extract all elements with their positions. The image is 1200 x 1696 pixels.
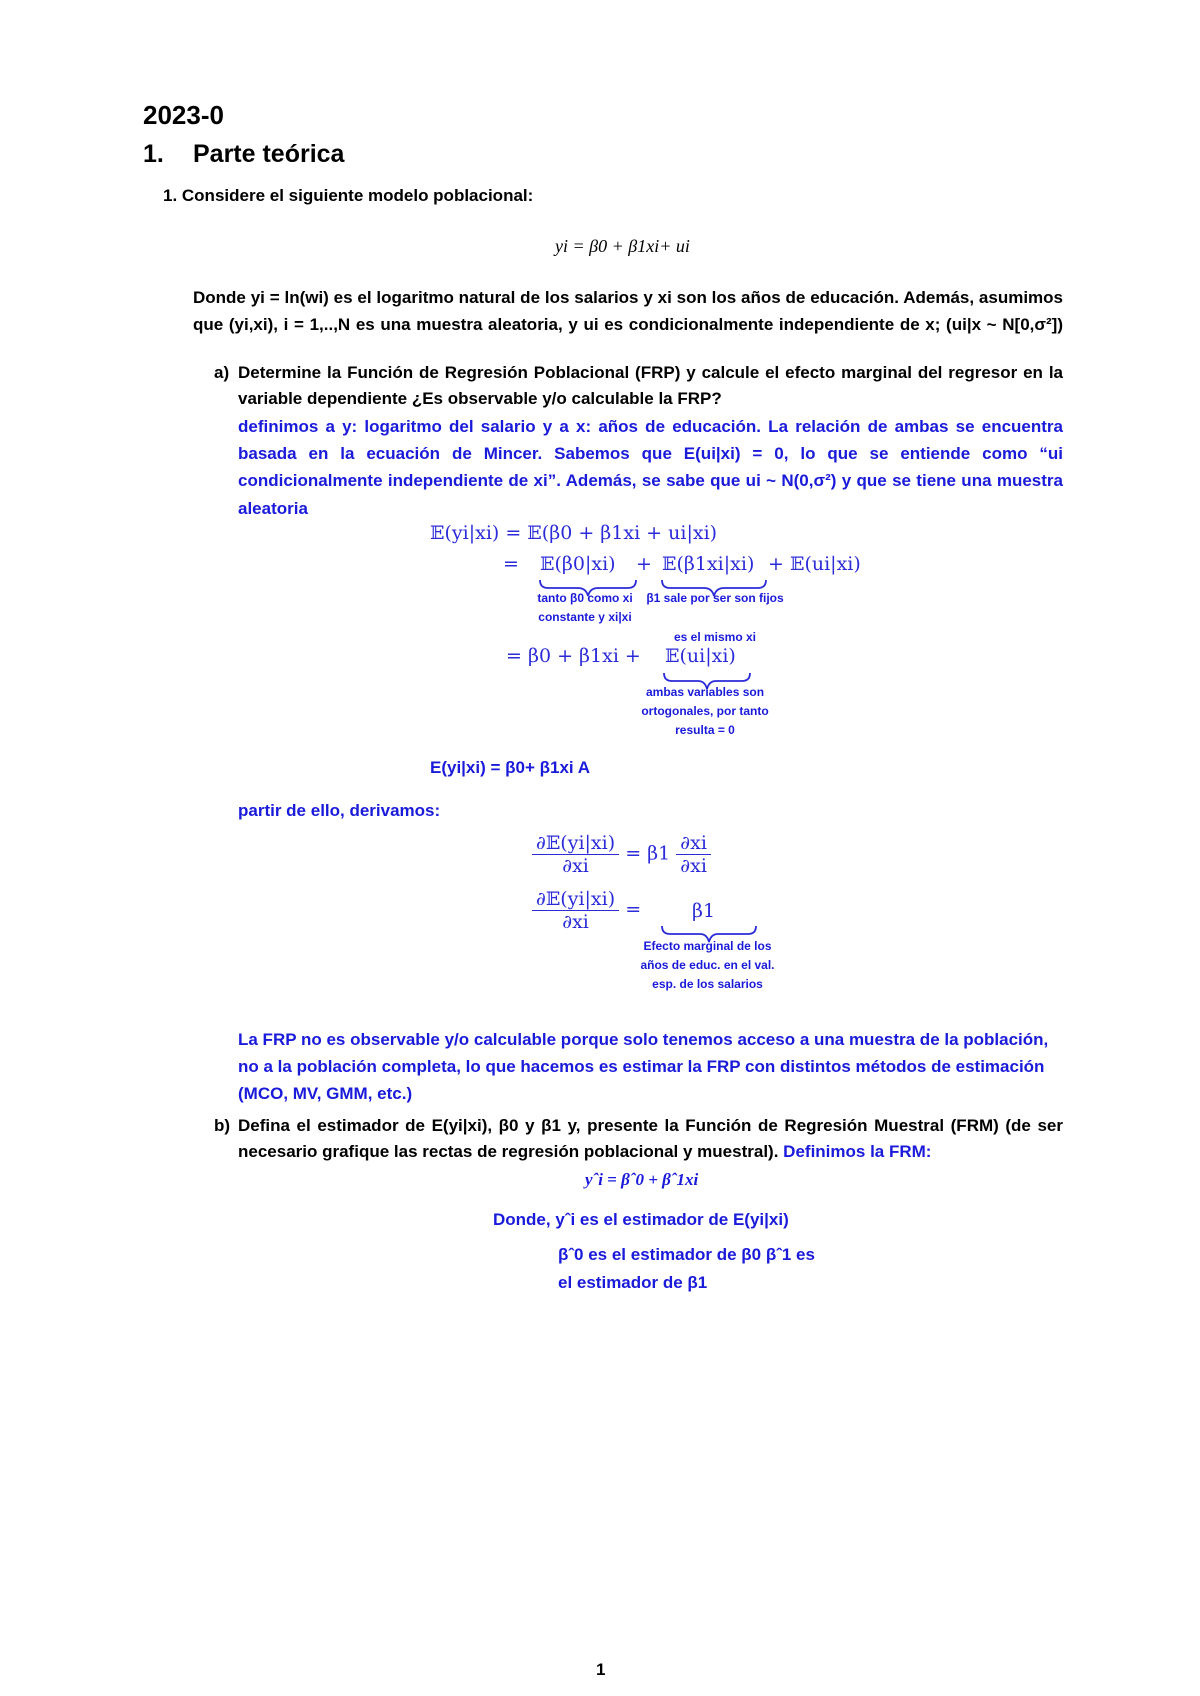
equals-sign: =	[503, 553, 519, 575]
donde-line-2: que (yi,xi), i = 1,..,N es una muestra aleatoria, y ui es condicionalmente independiente de x; (ui|x ~ N[0,σ²])	[193, 315, 1063, 334]
term-e-beta0: 𝔼(β0|xi)	[540, 553, 616, 575]
conditional-expectation: E(yi|xi) = β0+ β1xi A	[430, 758, 591, 777]
deriv2-numerator: ∂𝔼(yi|xi)	[532, 888, 619, 911]
expectation-line-1: 𝔼(yi|xi) = 𝔼(β0 + β1xi + ui|xi)	[430, 522, 718, 544]
year-title: 2023-0	[143, 100, 224, 130]
section-number: 1.	[143, 140, 164, 168]
frm-definition-3: el estimador de β1	[558, 1273, 708, 1292]
frm-equation: yˆi = βˆ0 + βˆ1xi	[585, 1170, 699, 1189]
question-a-line-2: variable dependiente ¿Es observable y/o calculable la FRP?	[238, 389, 722, 408]
deriv2-denominator: ∂xi	[562, 911, 589, 933]
frp-line-3: (MCO, MV, GMM, etc.)	[238, 1084, 413, 1103]
frm-definition-1: Donde, yˆi es el estimador de E(yi|xi)	[493, 1210, 789, 1229]
answer-a-line-1: definimos a y: logaritmo del salario y a x: años de educación. La relación de ambas se encuentra	[238, 417, 1063, 436]
question-1-intro: 1. Considere el siguiente modelo poblacional:	[163, 186, 534, 205]
page-number: 1	[596, 1660, 606, 1679]
question-a-label: a)	[214, 363, 230, 382]
term-e-u-zero: 𝔼(ui|xi)	[665, 645, 736, 667]
answer-a-line-3: condicionalmente independiente de xi”. Además, se sabe que ui ~ N(0,σ²) y que se tiene una muestra	[238, 471, 1063, 490]
answer-a-line-2: basada en la ecuación de Mincer. Sabemos que E(ui|xi) = 0, lo que se entiende como “ui	[238, 444, 1063, 463]
frp-line-2: no a la población completa, lo que hacemos es estimar la FRP con distintos métodos de estimación	[238, 1057, 1045, 1076]
term-e-u: + 𝔼(ui|xi)	[768, 553, 861, 575]
note-beta0-constant: tanto β0 como xi constante y xi|xi	[537, 591, 633, 624]
deriv-rhs-numerator: ∂xi	[676, 832, 711, 855]
term-e-beta1x: 𝔼(β1xi|xi)	[662, 553, 755, 575]
model-equation: yi = β0 + β1xi+ ui	[555, 236, 690, 256]
donde-line-1: Donde yi = ln(wi) es el logaritmo natural de los salarios y xi son los años de educación. Además, asumimos	[193, 288, 1063, 307]
frp-line-1: La FRP no es observable y/o calculable porque solo tenemos acceso a una muestra de la población,	[238, 1030, 1049, 1049]
expectation-line-3: = β0 + β1xi +	[506, 645, 641, 667]
section-title: Parte teórica	[193, 140, 345, 168]
question-b-label: b)	[214, 1116, 231, 1135]
derivative-line-2	[532, 888, 641, 933]
deriv-numerator: ∂𝔼(yi|xi)	[532, 832, 619, 855]
deriv2-beta1: β1	[692, 900, 716, 922]
derivative-line-1	[532, 832, 711, 877]
question-b-line-1: Defina el estimador de E(yi|xi), β0 y β1 y, presente la Función de Regresión Muestral (FRM) (de ser	[238, 1116, 1063, 1135]
question-b-line-2	[238, 1142, 931, 1162]
frm-intro: Definimos la FRM:	[783, 1142, 932, 1161]
question-a-line-1: Determine la Función de Regresión Poblacional (FRP) y calcule el efecto marginal del regresor en la	[238, 363, 1063, 382]
frm-definition-2: βˆ0 es el estimador de β0 βˆ1 es	[558, 1245, 815, 1264]
note-orthogonal: ambas variables son ortogonales, por tanto resulta = 0	[641, 685, 769, 737]
partir-text: partir de ello, derivamos:	[238, 801, 441, 820]
note-same-x: es el mismo xi	[673, 630, 757, 644]
deriv-denominator: ∂xi	[562, 855, 589, 877]
question-b-text: necesario grafique las rectas de regresión poblacional y muestral).	[238, 1142, 779, 1161]
plus-sign: +	[636, 553, 652, 575]
deriv-rhs-beta: = β1	[625, 842, 671, 865]
answer-a-line-4: aleatoria	[238, 499, 308, 518]
deriv-rhs-denominator: ∂xi	[680, 855, 707, 877]
note-marginal-effect: Efecto marginal de los años de educ. en el val. esp. de los salarios	[640, 939, 775, 991]
deriv2-equals: =	[625, 898, 642, 921]
note-beta1-fixed: β1 sale por ser son fijos	[646, 591, 784, 605]
